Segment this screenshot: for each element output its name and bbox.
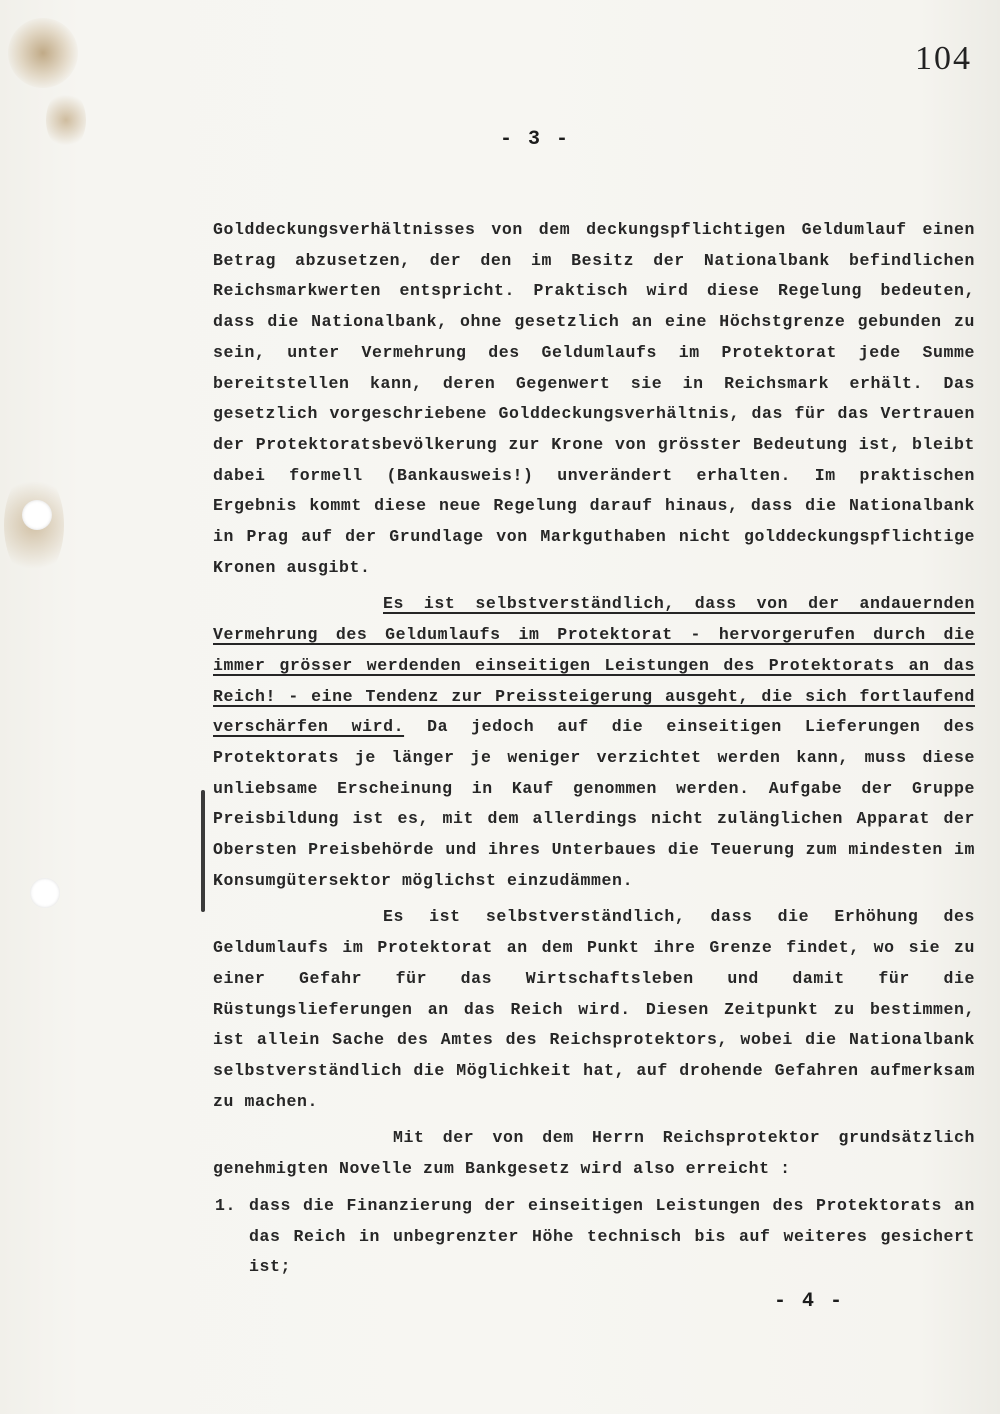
body-text (213, 215, 975, 1283)
paragraph-1: Golddeckungsverhältnisses von dem deckungspflichtigen Geldumlauf einen Betrag abzusetzen, der den im Besitz der Nationalbank befindlichen Reichsmarkwerten entspricht. Praktisch wird diese Regelung bedeuten, dass die Nationalbank, ohne gesetzlich an eine Höchstgrenze gebunden zu sein, unter Vermehrung des Geldumlaufs im Protektorat jede Summe bereitstellen kann, deren Gegenwert sie in Reichsmark erhält. Das gesetzlich vorgeschriebene Golddeckungsverhältnis, das für das Vertrauen der Protektoratsbevölkerung zur Krone von grösster Bedeutung ist, bleibt dabei formell (Bankausweis!) unverändert erhalten. Im praktischen Ergebnis kommt diese neue Regelung darauf hinaus, dass die Nationalbank in Prag auf der Grundlage von Markguthaben nicht golddeckungspflichtige Kronen ausgibt. (213, 220, 975, 577)
catchword: - 4 - (774, 1290, 845, 1313)
paragraph-4: Mit der von dem Herrn Reichsprotektor grundsätzlich genehmigten Novelle zum Bankgesetz wird also erreicht : (213, 1128, 975, 1179)
underlined-passage: Es ist selbstverständlich, dass von der andauernden Vermehrung des Geldumlaufs im Protektorat - hervorgerufen durch die immer grösser werdenden einseitigen Leistungen des Protektorats an das Reich! - eine Tendenz zur Preissteigerung ausgeht, die sich fortlaufend verschärfen wird. (213, 594, 975, 737)
punch-hole (22, 500, 52, 530)
age-stain (8, 18, 78, 88)
page-number: - 3 - (500, 128, 571, 151)
list-item-text: dass die Finanzierung der einseitigen Leistungen des Protektorats an das Reich in unbegrenzter Höhe technisch bis auf weiteres gesichert ist; (249, 1195, 975, 1277)
list-item (213, 1191, 975, 1283)
margin-mark (201, 790, 205, 912)
punch-hole (30, 878, 60, 908)
list-item-number: 1. (215, 1195, 237, 1215)
paragraph-2-rest: Da jedoch auf die einseitigen Lieferungen des Protektorats je länger je weniger verzichtet werden kann, muss diese unliebsame Erscheinung in Kauf genommen werden. Aufgabe der Gruppe Preisbildung ist es, mit dem allerdings nicht zulänglichen Apparat der Obersten Preisbehörde und ihres Unterbaues die Teuerung zum mindesten im Konsumgütersektor möglichst einzudämmen. (213, 717, 975, 890)
paragraph-3: Es ist selbstverständlich, dass die Erhöhung des Geldumlaufs im Protektorat an dem Punkt ihre Grenze findet, wo sie zu einer Gefahr für das Wirtschaftsleben und damit für die Rüstungslieferungen an das Reich wird. Diesen Zeitpunkt zu bestimmen, ist allein Sache des Amtes des Reichsprotektors, wobei die Nationalbank selbstverständlich die Möglichkeit hat, auf drohende Gefahren aufmerksam zu machen. (213, 907, 975, 1111)
folio-number: 104 (915, 40, 972, 77)
paragraph-2 (213, 589, 975, 896)
age-stain (46, 90, 86, 150)
